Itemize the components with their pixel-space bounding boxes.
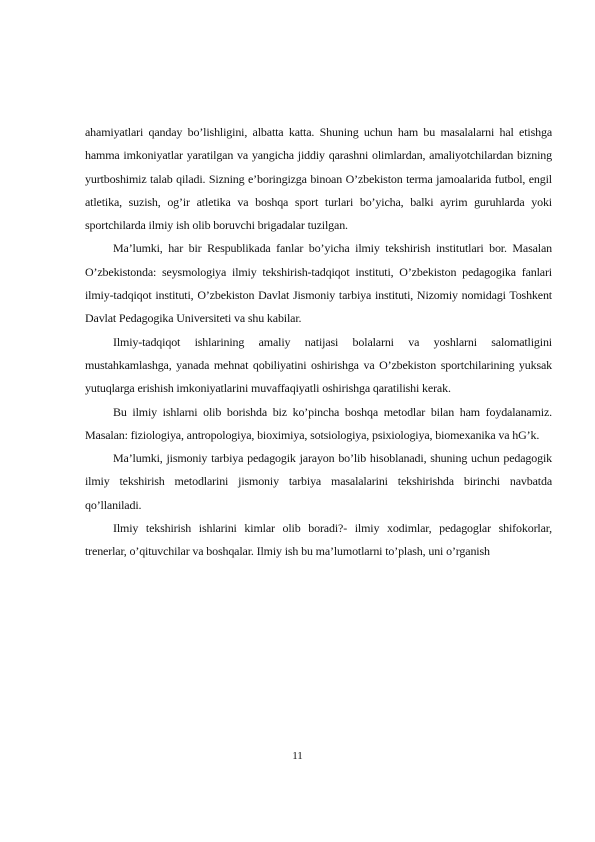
- paragraph-4: Bu ilmiy ishlarni olib borishda biz ko’pincha boshqa metodlar bilan ham foydalanamiz. Masalan: fiziologiya, antropologiya, bioximiya, sotsiologiya, psixiologiya, biomexanika va hG’k.: [85, 404, 552, 442]
- body-text: [85, 121, 552, 564]
- paragraph-3: Ilmiy-tadqiqot ishlarining amaliy natijasi bolalarni va yoshlarni salomatligini mustahkamlashga, yanada mehnat qobiliyatini oshirishga va O’zbekiston sportchilarining yuksak yutuqlarga erishish imkoniyatlarini muvaffaqiyatli oshirishga qaratilishi kerak.: [85, 334, 552, 396]
- paragraph-5: Ma’lumki, jismoniy tarbiya pedagogik jarayon bo’lib hisoblanadi, shuning uchun pedagogik ilmiy tekshirish metodlarini jismoniy tarbiya masalalarini tekshirishda birinchi navbatda qo’llaniladi.: [85, 451, 552, 512]
- paragraph-1: ahamiyatlari qanday bo’lishligini, albatta katta. Shuning uchun ham bu masalalarni hal etishga hamma imkoniyatlar yaratilgan va yangicha jiddiy qarashni olimlardan, amaliyotchilardan bizning yurtboshimiz talab qiladi. Sizning e’boringizga binoan O’zbekiston terma jamoalarida futbol, engil atletika, suzish, og’ir atletika va boshqa sport turlari bo’yicha, balki ayrim guruhlarda yoki sportchilarda ilmiy ish olib boruvchi brigadalar tuzilgan.: [85, 125, 552, 233]
- page-number: 11: [292, 750, 303, 762]
- paragraph-2: Ma’lumki, har bir Respublikada fanlar bo’yicha ilmiy tekshirish institutlari bor. Masalan O’zbekistonda: seysmologiya ilmiy tekshirish-tadqiqot instituti, O’zbekiston pedagogika fanlari ilmiy-tadqiqot instituti, O’zbekiston Davlat Jismoniy tarbiya instituti, Nizomiy nomidagi Toshkent Davlat Pedagogika Universiteti va shu kabilar.: [85, 241, 552, 326]
- paragraph-6: Ilmiy tekshirish ishlarini kimlar olib boradi?- ilmiy xodimlar, pedagoglar shifokorlar, trenerlar, o’qituvchilar va boshqalar. Ilmiy ish bu ma’lumotlarni to’plash, uni o’rganish: [85, 521, 552, 559]
